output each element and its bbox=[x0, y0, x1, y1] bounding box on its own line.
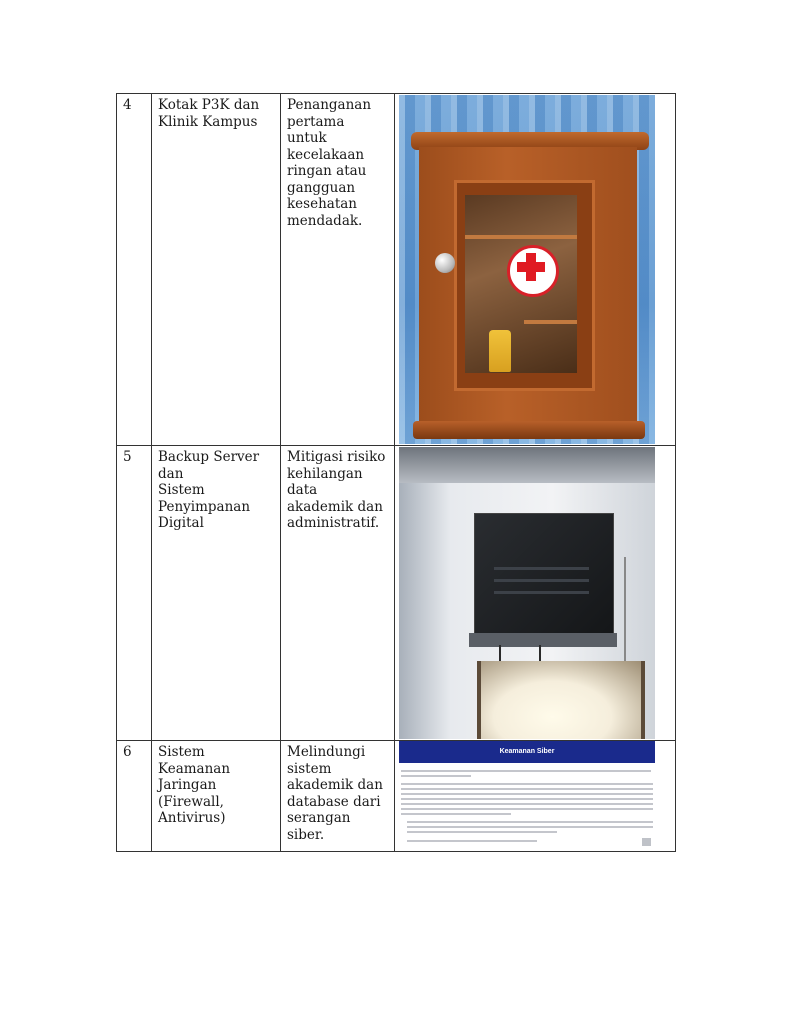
asset-purpose: Penanganan pertama untuk kecelakaan ringan atau gangguan kesehatan mendadak. bbox=[281, 94, 395, 446]
server-rack-photo bbox=[395, 446, 676, 741]
table-row bbox=[117, 94, 676, 446]
table-row bbox=[117, 741, 676, 852]
row-number: 6 bbox=[117, 741, 152, 852]
asset-name: Sistem Keamanan Jaringan (Firewall, Antivirus) bbox=[152, 741, 281, 852]
asset-table bbox=[116, 93, 676, 852]
row-number: 5 bbox=[117, 446, 152, 741]
first-aid-cabinet-photo bbox=[395, 94, 676, 446]
web-header-title: Keamanan Siber bbox=[399, 741, 655, 763]
cyber-security-screenshot bbox=[395, 741, 676, 852]
asset-purpose: Mitigasi risiko kehilangan data akademik dan administratif. bbox=[281, 446, 395, 741]
asset-purpose: Melindungi sistem akademik dan database dari serangan siber. bbox=[281, 741, 395, 852]
table-row bbox=[117, 446, 676, 741]
asset-name: Backup Server dan Sistem Penyimpanan Digital bbox=[152, 446, 281, 741]
scroll-up-icon bbox=[642, 838, 651, 846]
asset-name: Kotak P3K dan Klinik Kampus bbox=[152, 94, 281, 446]
row-number: 4 bbox=[117, 94, 152, 446]
